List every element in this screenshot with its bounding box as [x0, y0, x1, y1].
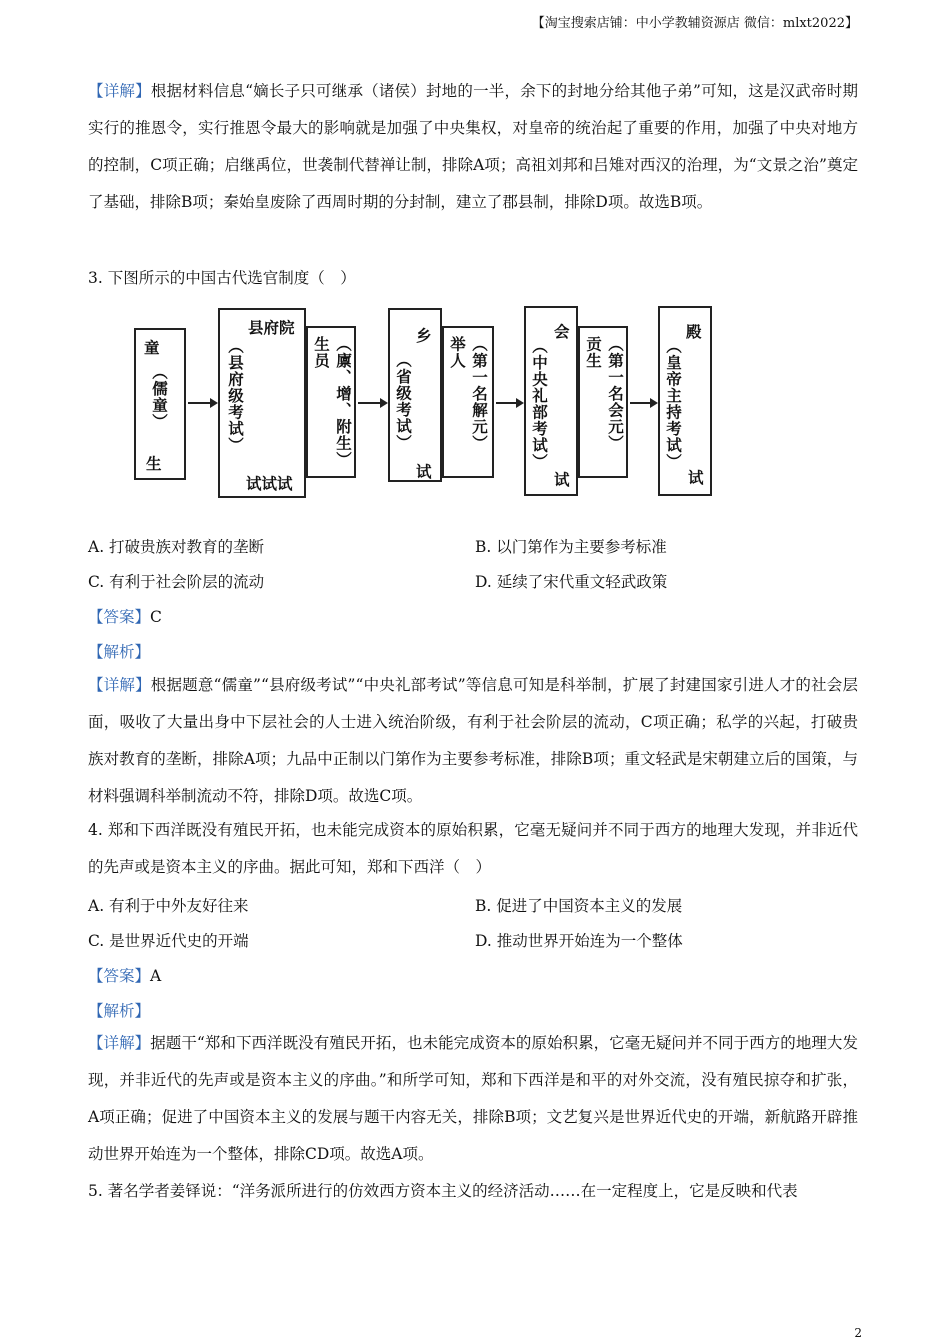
q3-detail: [88, 667, 858, 815]
q4-option-c[interactable]: C. 是世界近代史的开端: [88, 932, 249, 950]
detail-tag: 【详解】: [88, 82, 151, 100]
box5-paren: （第一名解元）: [470, 336, 488, 452]
box7-main: [584, 336, 602, 476]
box1-tail: 生: [146, 455, 162, 473]
box8-bottom: 试: [688, 469, 704, 487]
box8-paren: （皇帝主持考试）: [664, 338, 682, 470]
q4-analysis: [88, 999, 150, 1021]
box-central-exam: [524, 306, 578, 496]
box-provincial-exam: [388, 308, 442, 482]
box4-paren: （省级考试）: [394, 352, 412, 451]
q4-answer: [88, 964, 161, 986]
exam-system-diagram: [132, 300, 717, 502]
box-shengyuan: [306, 326, 356, 478]
box7-paren: （第一名会元）: [606, 336, 624, 452]
arrow-3: [496, 402, 522, 404]
answer-tag: 【答案】: [88, 967, 151, 985]
box2-paren: （县府级考试）: [226, 338, 244, 454]
box3-paren: （廪、增、附生）: [334, 336, 352, 468]
box-palace-exam: [658, 306, 712, 496]
q3-answer: [88, 605, 162, 627]
q3-option-d[interactable]: D. 延续了宋代重文轻武政策: [475, 573, 668, 591]
q3-stem: 3. 下图所示的中国古代选官制度（ ）: [88, 269, 356, 287]
arrow-2: [358, 402, 386, 404]
box8-top: 殿: [686, 323, 702, 341]
detail-text: 根据材料信息“嫡长子只可继承（诸侯）封地的一半，余下的封地分给其他子弟”可知，这是汉武帝时期实行的推恩令，实行推恩令最大的影响就是加强了中央集权，对皇帝的统治起了重要的作用，加强了中央对地方的控制，C项正确；启继禹位，世袭制代替禅让制，排除A项；高祖刘邦和吕雉对西汉的治理，为“文景之治”奠定了基础，排除B项；秦始皇废除了西周时期的分封制，建立了郡县制，排除D项。故选B项。: [88, 82, 858, 211]
box3-main: [312, 336, 330, 369]
q4-detail: [88, 1025, 858, 1173]
box6-paren: （中央礼部考试）: [530, 338, 548, 470]
box1-main: 童: [144, 339, 160, 357]
q5-stem-text: 5. 著名学者姜铎说：“洋务派所进行的仿效西方资本主义的经济活动……在一定程度上，它是反映和代表: [88, 1182, 798, 1200]
detail-tag: 【详解】: [88, 1034, 151, 1052]
answer-value: C: [150, 608, 162, 626]
q4-options-row-2: [88, 929, 858, 963]
box2-top: 县府院: [248, 319, 295, 337]
analysis-tag: 【解析】: [88, 643, 151, 661]
detail-text: 根据题意“儒童”“县府级考试”“中央礼部考试”等信息可知是科举制，扩展了封建国家引进人才的社会层面，吸收了大量出身中下层社会的人士进入统治阶级，有利于社会阶层的流动，C项正确；私学的兴起，打破贵族对教育的垄断，排除A项；九品中正制以门第作为主要参考标准，排除B项；重文轻武是宋朝建立后的国策，与材料强调科举制流动不符，排除D项。故选C项。: [88, 676, 858, 805]
box1-paren: （儒童）: [150, 364, 168, 430]
q2-detail: [88, 73, 858, 221]
q4-stem-text: 4. 郑和下西洋既没有殖民开拓，也未能完成资本的原始积累，它毫无疑问并不同于西方的地理大发现，并非近代的先声或是资本主义的序曲。据此可知，郑和下西洋（ ）: [88, 821, 858, 876]
box3-main-text: 生员: [312, 336, 330, 369]
q5-stem: [88, 1173, 858, 1210]
detail-text: 据题干“郑和下西洋既没有殖民开拓，也未能完成资本的原始积累，它毫无疑问并不同于西方的地理大发现，并非近代的先声或是资本主义的序曲。”和所学可知，郑和下西洋是和平的对外交流，没有殖民掠夺和扩张，A项正确；促进了中国资本主义的发展与题干内容无关，排除B项；文艺复兴是世界近代史的开端，新航路开辟推动世界开始连为一个整体，排除CD项。故选A项。: [88, 1034, 858, 1163]
page-number: 2: [854, 1326, 862, 1340]
box5-main-text: 举人: [448, 336, 466, 369]
box2-bottom: 试试试: [246, 475, 293, 493]
q3-options-row-1: [88, 535, 858, 569]
detail-tag: 【详解】: [88, 676, 151, 694]
q3-option-b[interactable]: B. 以门第作为主要参考标准: [475, 538, 667, 556]
arrow-1: [188, 402, 216, 404]
box7-main-text: 贡生: [584, 336, 602, 369]
box4-bottom: 试: [416, 463, 432, 481]
q4-option-d[interactable]: D. 推动世界开始连为一个整体: [475, 932, 683, 950]
box-tongsheng: [134, 328, 186, 480]
box6-bottom: 试: [554, 471, 570, 489]
q3-options-row-2: [88, 570, 858, 604]
box-county-exam: [218, 308, 306, 498]
q3-option-a[interactable]: A. 打破贵族对教育的垄断: [88, 538, 265, 556]
box6-top: 会: [554, 323, 570, 341]
answer-value: A: [150, 967, 162, 985]
arrow-4: [630, 402, 656, 404]
answer-tag: 【答案】: [88, 608, 151, 626]
q4-option-b[interactable]: B. 促进了中国资本主义的发展: [475, 897, 683, 915]
page-header: 【淘宝搜索店铺：中小学教辅资源店 微信：mlxt2022】: [531, 16, 858, 31]
q4-options-row-1: [88, 894, 858, 928]
q4-stem: [88, 812, 858, 886]
q3-option-c[interactable]: C. 有利于社会阶层的流动: [88, 573, 265, 591]
q3-analysis: [88, 640, 150, 662]
analysis-tag: 【解析】: [88, 1002, 151, 1020]
box-juren: [442, 326, 494, 478]
box4-top: 乡: [416, 327, 432, 345]
q4-option-a[interactable]: A. 有利于中外友好往来: [88, 897, 249, 915]
box5-main: [448, 336, 466, 369]
box-gongsheng: [578, 326, 628, 478]
